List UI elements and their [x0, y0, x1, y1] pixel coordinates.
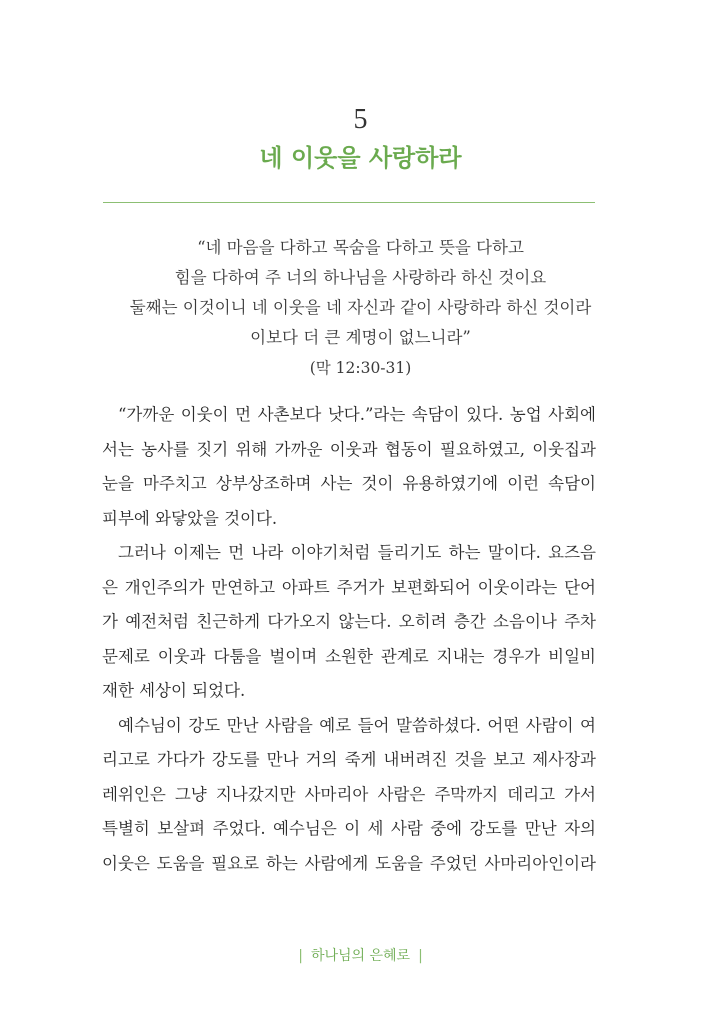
body-text — [102, 398, 596, 881]
epigraph-line: 이보다 더 큰 계명이 없느니라” — [250, 328, 471, 347]
footer-book-title: 하나님의 은혜로 — [310, 948, 411, 964]
body-line: 재한 세상이 되었다. — [102, 681, 246, 700]
body-line: 리고로 가다가 강도를 만나 거의 죽게 내버려진 것을 보고 제사장과 — [102, 750, 596, 769]
body-line: 가 예전처럼 친근하게 다가오지 않는다. 오히려 층간 소음이나 주차 — [102, 612, 596, 631]
epigraph-line: “네 마음을 다하고 목숨을 다하고 뜻을 다하고 — [197, 238, 524, 257]
epigraph-line: 둘째는 이것이니 네 이웃을 네 자신과 같이 사랑하라 하신 것이라 — [129, 298, 592, 317]
chapter-number: 5 — [353, 104, 368, 135]
body-line: 눈을 마주치고 상부상조하며 사는 것이 유용하였기에 이런 속담이 — [102, 474, 596, 493]
body-line: “가까운 이웃이 먼 사촌보다 낫다.”라는 속담이 있다. 농업 사회에 — [118, 405, 596, 424]
body-line: 서는 농사를 짓기 위해 가까운 이웃과 협동이 필요하였고, 이웃집과 — [102, 439, 596, 459]
chapter-title: 네 이웃을 사랑하라 — [259, 144, 462, 172]
body-line: 이웃은 도움을 필요로 하는 사람에게 도움을 주었던 사마리아인이라 — [102, 853, 596, 873]
epigraph-line: 힘을 다하여 주 너의 하나님을 사랑하라 하신 것이요 — [174, 268, 547, 287]
body-line: 레위인은 그냥 지나갔지만 사마리아 사람은 주막까지 데리고 가서 — [102, 784, 596, 804]
body-line: 은 개인주의가 만연하고 아파트 주거가 보편화되어 이웃이라는 단어 — [102, 577, 596, 597]
epigraph-citation: (막 12:30-31) — [309, 359, 412, 377]
body-line: 특별히 보살펴 주었다. 예수님은 이 세 사람 중에 강도를 만난 자의 — [102, 819, 596, 838]
body-line: 문제로 이웃과 다툼을 벌이며 소원한 관계로 지내는 경우가 비일비 — [102, 646, 596, 666]
footer-divider-left: | — [298, 948, 303, 964]
page-footer — [0, 946, 721, 966]
title-divider — [103, 202, 595, 203]
body-line: 그러나 이제는 먼 나라 이야기처럼 들리기도 하는 말이다. 요즈음 — [118, 543, 596, 562]
epigraph — [60, 233, 661, 383]
body-line: 피부에 와닿았을 것이다. — [102, 508, 278, 528]
body-line: 예수님이 강도 만난 사람을 예로 들어 말씀하셨다. 어떤 사람이 여 — [118, 715, 596, 735]
footer-divider-right: | — [418, 948, 423, 964]
